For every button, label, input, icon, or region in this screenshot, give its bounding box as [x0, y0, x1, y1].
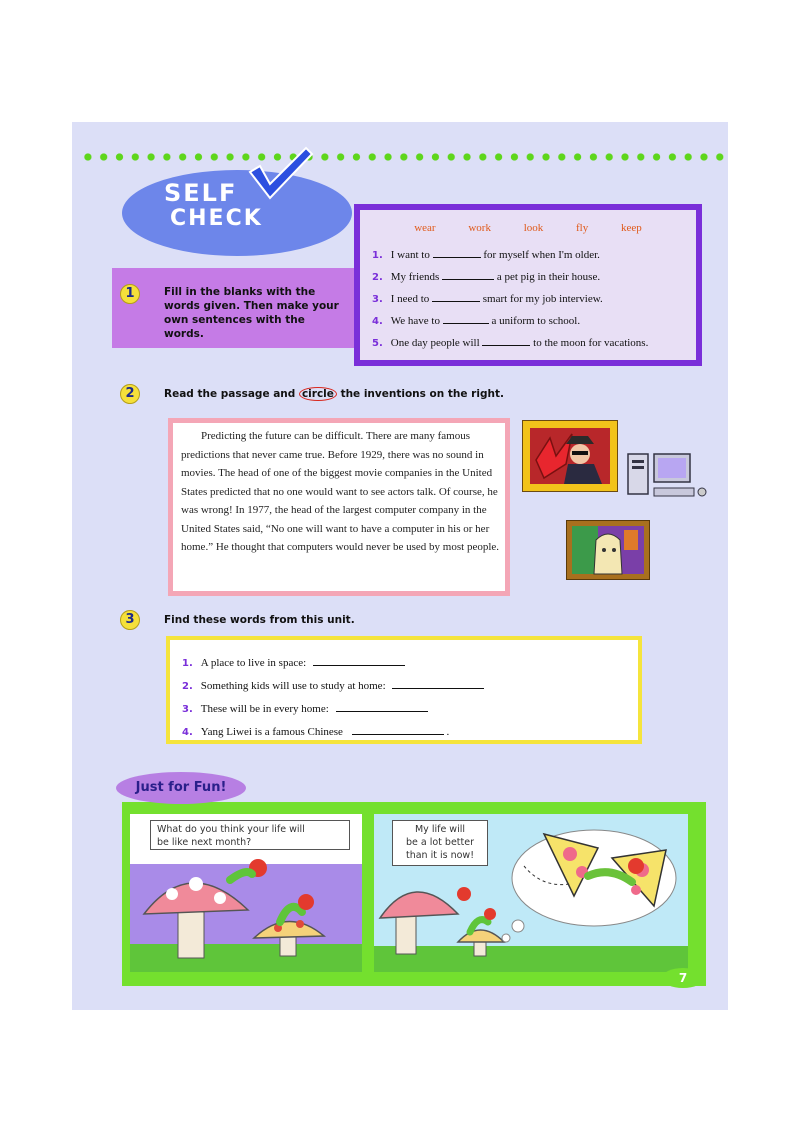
computer-image[interactable]	[624, 450, 710, 502]
answer-blank[interactable]	[432, 292, 480, 302]
dotted-divider	[80, 152, 730, 162]
fill-blank-item	[372, 270, 600, 283]
fill-blank-item	[372, 314, 580, 327]
item-text-after: a uniform to school.	[491, 315, 581, 327]
item-text: These will be in every home:	[200, 703, 329, 715]
bubble-text: What do you think your life will	[157, 824, 305, 835]
item-text-before: I need to	[390, 293, 430, 305]
word-bank-item: wear	[414, 222, 436, 234]
passage-text: Predicting the future can be difficult. There are many famous predictions that never came true. Before 1929, there was no sound in movies. The head of one of the biggest movie companies in the United States predicted that no one would want to see actors talk. Of course, he was wrong! In 1977, the head of the largest computer company in the United States said, “No one will want to have a computer in his or her home.” He thought that computers would never be used by most people.	[181, 430, 500, 553]
page-number: 7	[662, 968, 704, 988]
word-bank	[360, 222, 696, 234]
reading-passage	[168, 418, 510, 596]
answer-blank[interactable]	[392, 679, 484, 689]
fill-blank-item	[372, 248, 600, 261]
instruction-text: the inventions on the right.	[340, 388, 504, 400]
item-number: 2.	[182, 681, 193, 692]
item-number: 4.	[182, 727, 193, 738]
answer-blank[interactable]	[442, 270, 494, 280]
section3-exercise-box	[166, 636, 642, 744]
just-for-fun-label: Just for Fun!	[116, 772, 246, 804]
find-word-item	[182, 702, 428, 715]
answer-blank[interactable]	[336, 702, 428, 712]
bubble-text: My life will	[414, 824, 465, 835]
item-text-before: My friends	[390, 271, 440, 283]
section2-instruction	[164, 387, 504, 401]
bubble-text: be a lot better	[405, 837, 474, 848]
bubble-text: be like next month?	[157, 837, 252, 848]
section2-number: 2	[120, 384, 140, 404]
section3-number: 3	[120, 610, 140, 630]
item-text: Something kids will use to study at home:	[200, 680, 386, 692]
find-word-item	[182, 656, 405, 669]
item-text-before: We have to	[390, 315, 440, 327]
speech-bubble-1	[150, 820, 350, 850]
item-text-after: to the moon for vacations.	[533, 337, 649, 349]
comic-panel-1	[130, 814, 362, 972]
speech-bubble-2	[392, 820, 488, 866]
movie-film-image[interactable]	[522, 420, 618, 492]
answer-blank[interactable]	[433, 248, 481, 258]
comic-strip	[122, 802, 706, 986]
item-text-before: One day people will	[390, 337, 480, 349]
answer-blank[interactable]	[482, 336, 530, 346]
item-text: A place to live in space:	[200, 657, 307, 669]
instruction-text: Read the passage and	[164, 388, 296, 400]
item-number: 3.	[182, 704, 193, 715]
fill-blank-item	[372, 292, 603, 305]
bubble-text: than it is now!	[405, 850, 474, 861]
item-number: 1.	[372, 250, 383, 261]
circled-word: circle	[299, 387, 337, 401]
title-line-2: CHECK	[170, 206, 263, 231]
word-bank-item: look	[523, 222, 544, 234]
word-bank-item: work	[468, 222, 491, 234]
item-text-before: I want to	[390, 249, 430, 261]
word-bank-item: keep	[621, 222, 642, 234]
item-number: 5.	[372, 338, 383, 349]
word-bank-item: fly	[576, 222, 589, 234]
item-text-after: for myself when I'm older.	[483, 249, 600, 261]
find-word-item	[182, 725, 449, 738]
item-number: 2.	[372, 272, 383, 283]
item-number: 1.	[182, 658, 193, 669]
checkmark-icon	[246, 146, 314, 202]
section1-number: 1	[120, 284, 140, 304]
item-tail: .	[446, 726, 450, 738]
painting-image[interactable]	[566, 520, 650, 580]
item-number: 3.	[372, 294, 383, 305]
answer-blank[interactable]	[352, 725, 444, 735]
item-text-after: a pet pig in their house.	[496, 271, 601, 283]
section1-instruction: Fill in the blanks with the words given. Then make your own sentences with the words.	[164, 286, 339, 340]
section3-instruction: Find these words from this unit.	[164, 614, 355, 626]
fill-blank-item	[372, 336, 648, 349]
answer-blank[interactable]	[443, 314, 489, 324]
comic-panel-2	[374, 814, 688, 972]
item-number: 4.	[372, 316, 383, 327]
item-text: Yang Liwei is a famous Chinese	[200, 726, 343, 738]
item-text-after: smart for my job interview.	[482, 293, 603, 305]
title-line-1: SELF	[164, 179, 238, 207]
answer-blank[interactable]	[313, 656, 405, 666]
find-word-item	[182, 679, 484, 692]
section1-exercise-box	[354, 204, 702, 366]
